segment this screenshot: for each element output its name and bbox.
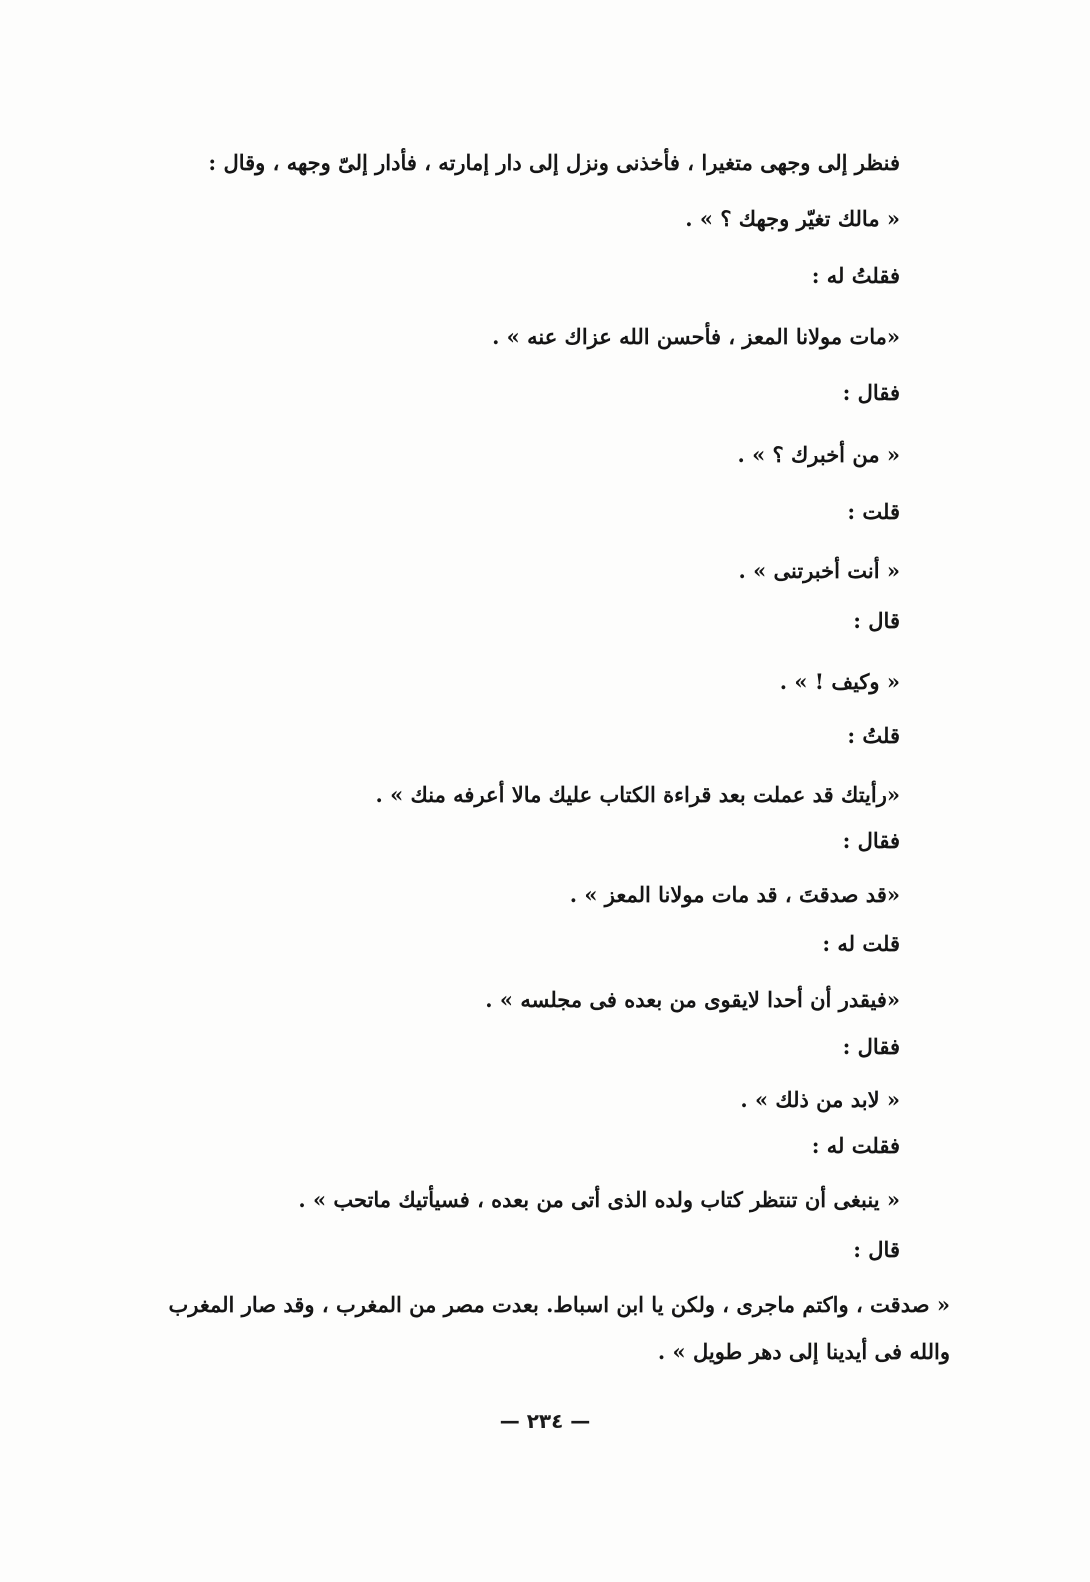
text-line-19: فقلت له :: [811, 1133, 900, 1158]
text-line-14: «قد صدقتَ ، قد مات مولانا المعز » .: [569, 882, 900, 907]
text-line-13: فقال :: [842, 828, 900, 853]
text-line-6: « من أخبرك ؟ » .: [737, 442, 900, 467]
text-line-4: «مات مولانا المعز ، فأحسن الله عزاك عنه » .: [492, 324, 900, 349]
text-line-1: فنظر إلى وجهى متغيرا ، فأخذنى ونزل إلى دار إمارته ، فأدار إلىّ وجهه ، وقال :: [208, 150, 900, 175]
text-line-11: قلتُ :: [847, 723, 900, 748]
text-line-2: « مالك تغيّر وجهك ؟ » .: [685, 206, 900, 231]
text-line-16: «فيقدر أن أحدا لايقوى من بعده فى مجلسه » .: [485, 987, 900, 1012]
text-line-5: فقال :: [842, 380, 900, 405]
text-line-20: « ينبغى أن تنتظر كتاب ولده الذى أتى من بعده ، فسيأتيك ماتحب » .: [298, 1187, 900, 1212]
text-line-8: « أنت أخبرتنى » .: [738, 558, 900, 583]
text-line-9: قال :: [853, 608, 900, 633]
text-line-3: فقلتُ له :: [811, 263, 900, 288]
text-line-21: قال :: [853, 1237, 900, 1262]
text-line-23: والله فى أيدينا إلى دهر طويل » .: [657, 1339, 950, 1364]
page-number: — ٢٣٤ —: [499, 1409, 591, 1433]
text-line-22: « صدقت ، واكتم ماجرى ، ولكن يا ابن اسباط. بعدت مصر من المغرب ، وقد صار المغرب: [168, 1292, 950, 1317]
text-line-7: قلت :: [847, 499, 900, 524]
text-line-10: « وكيف ! » .: [779, 669, 900, 694]
text-line-15: قلت له :: [822, 931, 900, 956]
text-line-18: « لابد من ذلك » .: [740, 1087, 900, 1112]
text-line-17: فقال :: [842, 1034, 900, 1059]
text-line-12: «رأيتك قد عملت بعد قراءة الكتاب عليك مالا أعرفه منك » .: [375, 782, 900, 807]
